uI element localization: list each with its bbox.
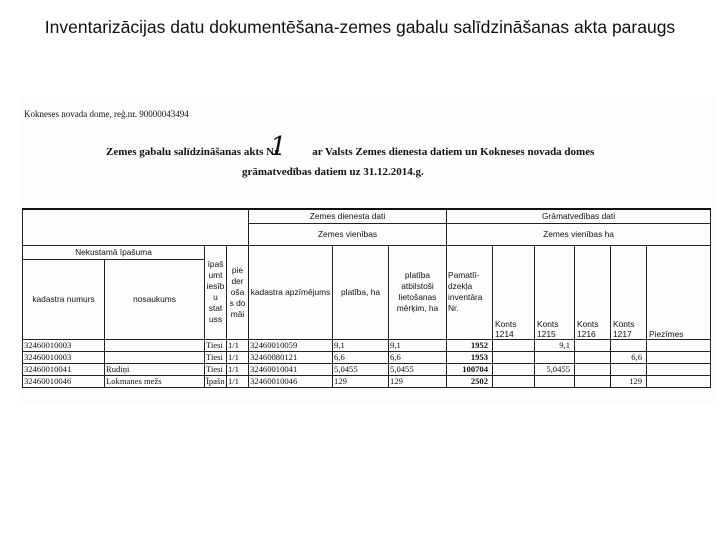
header-account-1217 [611, 245, 647, 339]
cell-cadastral-number: 32460010003 [23, 351, 105, 363]
cell-k1215: 9,1 [535, 339, 575, 351]
cell-k1217: 129 [611, 375, 647, 387]
header-vzd-units: Zemes vienības [249, 223, 447, 245]
cell-area: 9,1 [333, 339, 389, 351]
table-row [23, 363, 711, 375]
act-date-line: grāmatvedības datiem uz 31.12.2014.g. [242, 166, 424, 178]
cell-area-purpose: 9,1 [389, 339, 447, 351]
slide-title: Inventarizācijas datu dokumentēšana-zemes gabalu salīdzināšanas akta paraugs [44, 17, 676, 37]
cell-inventory: 2502 [447, 375, 493, 387]
cell-inventory: 100704 [447, 363, 493, 375]
cell-notes [647, 363, 711, 375]
header-cadastral-number: kadastra numurs [23, 259, 105, 339]
cell-k1216 [575, 363, 611, 375]
cell-cadastral-number: 32460010046 [23, 375, 105, 387]
header-account-1215 [535, 245, 575, 339]
act-number-handwritten: 1 [270, 132, 287, 162]
header-spacer [23, 209, 249, 245]
header-area-by-purpose: platība atbilstoši lietošanas mērķim, ha [389, 245, 447, 339]
account-code: 1215 [537, 328, 556, 339]
cell-notes [647, 339, 711, 351]
header-accounting-data: Grāmatvedības dati [447, 209, 711, 223]
account-label: Konts [495, 318, 517, 329]
cell-k1214 [493, 363, 535, 375]
cell-share: 1/1 [227, 339, 249, 351]
cell-k1214 [493, 351, 535, 363]
act-title-tail: ar Valsts Zemes dienesta datiem un Kokneses novada domes [312, 146, 595, 158]
header-share: pie der oša s do māi [227, 245, 249, 339]
cell-k1215 [535, 351, 575, 363]
cell-k1214 [493, 339, 535, 351]
scanned-document [20, 96, 716, 404]
cell-designation: 32460010041 [249, 363, 333, 375]
header-name: nosaukums [105, 259, 205, 339]
cell-designation: 32460080121 [249, 351, 333, 363]
cell-k1216 [575, 339, 611, 351]
cell-status: Tiesi [205, 339, 227, 351]
cell-name [105, 339, 205, 351]
cell-inventory: 1953 [447, 351, 493, 363]
header-account-1216 [575, 245, 611, 339]
cell-area: 6,6 [333, 351, 389, 363]
account-code: 1216 [577, 328, 596, 339]
cell-designation: 32460010059 [249, 339, 333, 351]
header-area: platība, ha [333, 245, 389, 339]
header-property: Nekustamā īpašuma [23, 245, 205, 259]
cell-inventory: 1952 [447, 339, 493, 351]
account-code: 1217 [613, 328, 632, 339]
cell-cadastral-number: 32460010041 [23, 363, 105, 375]
cell-k1216 [575, 351, 611, 363]
header-ownership-status: īpaš umt iesīb u stat uss [205, 245, 227, 339]
cell-k1216 [575, 375, 611, 387]
table-row [23, 351, 711, 363]
act-title-start: Zemes gabalu salīdzināšanas akts Nr. [106, 146, 281, 158]
header-accounting-units: Zemes vienības ha [447, 223, 711, 245]
cell-share: 1/1 [227, 351, 249, 363]
cell-cadastral-number: 32460010003 [23, 339, 105, 351]
account-code: 1214 [495, 328, 514, 339]
cell-status: Īpašn [206, 375, 225, 386]
organization-line: Kokneses novada dome, reģ.nr. 90000043494 [24, 109, 189, 119]
cell-k1217: 6,6 [611, 351, 647, 363]
header-inventory-number: Pamatlī-dzekļa inventāra Nr. [447, 245, 493, 339]
cell-k1214 [493, 375, 535, 387]
cell-area-purpose: 129 [389, 375, 447, 387]
cell-notes [647, 351, 711, 363]
cell-area: 5,0455 [333, 363, 389, 375]
header-cadastral-designation: kadastra apzīmējums [249, 245, 333, 339]
header-account-1214 [493, 245, 535, 339]
cell-name: Rudiņi [105, 363, 205, 375]
act-title-line [106, 146, 594, 158]
cell-status: Tiesi [205, 363, 227, 375]
cell-name [105, 351, 205, 363]
account-label: Konts [537, 318, 559, 329]
account-label: Konts [613, 318, 635, 329]
cell-area-purpose: 6,6 [389, 351, 447, 363]
cell-share: 1/1 [227, 363, 249, 375]
account-label: Konts [577, 318, 599, 329]
header-notes: Piezīmes [647, 245, 711, 339]
cell-area: 129 [333, 375, 389, 387]
cell-status: Tiesi [205, 351, 227, 363]
cell-notes [647, 375, 711, 387]
table-row [23, 375, 711, 387]
cell-k1215: 5,0455 [535, 363, 575, 375]
comparison-table [22, 208, 711, 388]
cell-name: Lokmanes mežs [105, 375, 205, 387]
cell-share: 1/1 [227, 375, 249, 387]
header-vzd-data: Zemes dienesta dati [249, 209, 447, 223]
cell-area-purpose: 5,0455 [389, 363, 447, 375]
cell-designation: 32460010046 [249, 375, 333, 387]
cell-k1215 [535, 375, 575, 387]
cell-k1217 [611, 339, 647, 351]
cell-k1217 [611, 363, 647, 375]
table-row [23, 339, 711, 351]
